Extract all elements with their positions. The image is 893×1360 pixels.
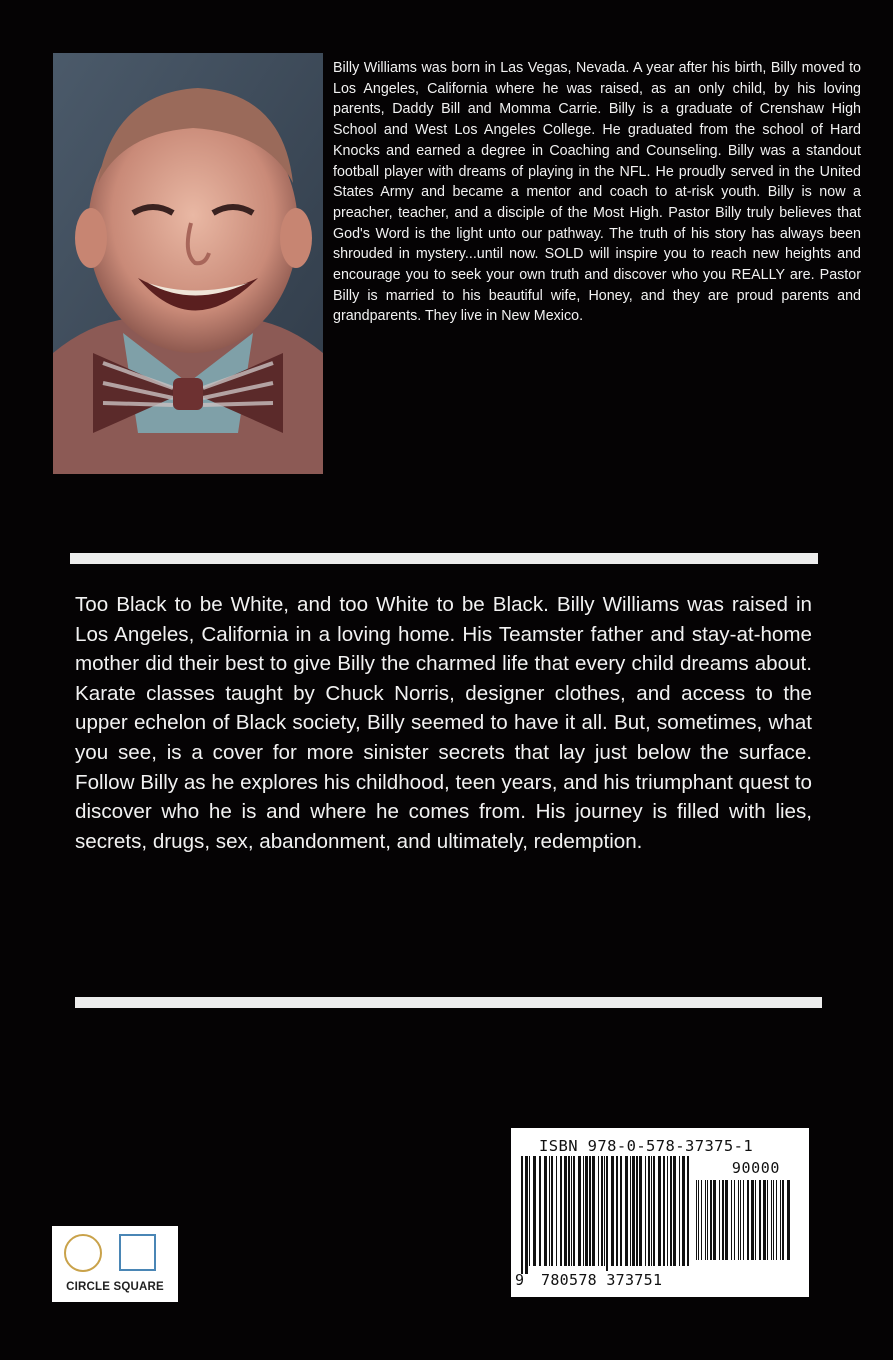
barcode-bar xyxy=(780,1180,781,1260)
barcode-bar xyxy=(651,1156,652,1266)
barcode-bar xyxy=(682,1156,685,1266)
barcode-bar xyxy=(667,1156,668,1266)
barcode-bar xyxy=(707,1180,708,1260)
divider-top xyxy=(70,553,818,564)
barcode-bar xyxy=(598,1156,599,1266)
barcode-bar xyxy=(533,1156,536,1266)
barcode-bar xyxy=(556,1156,557,1266)
barcode-bar xyxy=(601,1156,603,1266)
barcode-bar xyxy=(738,1180,739,1260)
publisher-name: CIRCLE SQUARE xyxy=(66,1281,164,1293)
barcode-bar xyxy=(767,1180,768,1260)
barcode-bar xyxy=(663,1156,665,1266)
barcode-bar xyxy=(645,1156,646,1266)
barcode-bar xyxy=(743,1180,744,1260)
barcode-bar xyxy=(571,1156,572,1266)
barcode-bar xyxy=(696,1180,697,1260)
book-blurb: Too Black to be White, and too White to be Black. Billy Williams was raised in Los Angeles, California in a loving home. His Teamster father and stay-at-home mother did their best to give Billy the charmed life that every child dreams about. Karate classes taught by Chuck Norris, designer clothes, and access to the upper echelon of Black society, Billy seemed to have it all. But, sometimes, what you see, is a cover for more sinister secrets that lay just below the surface. Follow Billy as he explores his childhood, teen years, and his triumphant quest to discover who he is and where he comes from. His journey is filled with lies, secrets, drugs, sex, abandonment, and ultimately, redemption. xyxy=(75,593,812,853)
barcode-bar xyxy=(653,1156,655,1266)
barcode-bar xyxy=(670,1156,672,1266)
barcode-bar xyxy=(701,1180,702,1260)
barcode-bar xyxy=(763,1180,766,1260)
barcode-bar xyxy=(710,1180,712,1260)
barcode-bar xyxy=(713,1180,716,1260)
barcode-bar xyxy=(679,1156,680,1266)
barcode-bar xyxy=(606,1156,608,1274)
barcode-bar xyxy=(560,1156,562,1266)
barcode-bar xyxy=(611,1156,614,1266)
barcode-bar xyxy=(525,1156,528,1274)
barcode-bar xyxy=(648,1156,650,1266)
barcode-bar xyxy=(755,1180,756,1260)
barcode-bar xyxy=(564,1156,567,1266)
barcode-bar xyxy=(673,1156,676,1266)
barcode-bar xyxy=(787,1180,790,1260)
barcode-bar xyxy=(625,1156,628,1266)
publisher-logo xyxy=(52,1226,178,1302)
square-logo-icon xyxy=(119,1234,156,1271)
barcode-bar xyxy=(722,1180,724,1260)
barcode-bar xyxy=(782,1180,784,1260)
barcode-bar xyxy=(705,1180,706,1260)
barcode-bar xyxy=(751,1180,754,1260)
barcode-bar xyxy=(630,1156,631,1266)
barcode-bar xyxy=(616,1156,618,1266)
barcode-bar xyxy=(687,1156,689,1266)
barcode-bar xyxy=(632,1156,635,1266)
barcode-bar xyxy=(539,1156,541,1266)
isbn-barcode xyxy=(511,1128,809,1297)
barcode-bar xyxy=(585,1156,588,1266)
divider-bottom xyxy=(75,997,822,1008)
isbn-label: ISBN 978-0-578-37375-1 xyxy=(539,1137,754,1155)
barcode-bar xyxy=(771,1180,772,1260)
barcode-bar xyxy=(544,1156,547,1266)
author-photo xyxy=(53,53,323,474)
barcode-bar xyxy=(529,1156,530,1266)
barcode-bar xyxy=(734,1180,735,1260)
barcode-bar xyxy=(639,1156,642,1266)
portrait-photo-icon xyxy=(53,53,323,474)
barcode-bar xyxy=(725,1180,728,1260)
barcode-bar xyxy=(573,1156,575,1266)
barcode-addon-bars xyxy=(694,1180,790,1272)
barcode-digits: 780578 373751 xyxy=(541,1271,663,1289)
barcode-bar xyxy=(551,1156,553,1266)
barcode-bar xyxy=(719,1180,720,1260)
barcode-bar xyxy=(698,1180,699,1260)
barcode-bar xyxy=(658,1156,661,1266)
barcode-bar xyxy=(759,1180,761,1260)
barcode-bar xyxy=(620,1156,622,1266)
barcode-bar xyxy=(592,1156,595,1266)
barcode-first-digit: 9 xyxy=(515,1271,525,1289)
barcode-bar xyxy=(583,1156,584,1266)
barcode-bar xyxy=(740,1180,741,1260)
barcode-bar xyxy=(747,1180,749,1260)
barcode-bar xyxy=(521,1156,523,1274)
barcode-bar xyxy=(578,1156,581,1266)
price-code: 90000 xyxy=(731,1159,780,1177)
barcode-bar xyxy=(731,1180,732,1260)
barcode-bar xyxy=(568,1156,570,1266)
barcode-bar xyxy=(773,1180,774,1260)
barcode-bar xyxy=(589,1156,591,1266)
barcode-bar xyxy=(549,1156,550,1266)
barcode-bar xyxy=(604,1156,605,1266)
author-bio: Billy Williams was born in Las Vegas, Nevada. A year after his birth, Billy moved to Los Angeles, California where he was raised, as an only child, by his loving parents, Daddy Bill and Momma Carrie. Billy is a graduate of Crenshaw High School and West Los Angeles College. He graduated from the school of Hard Knocks and earned a degree in Coaching and Counseling. Billy was a standout football player with dreams of playing in the NFL. He proudly served in the United States Army and became a mentor and coach to at-risk youth. Billy is now a preacher, teacher, and a disciple of the Most High. Pastor Billy truly believes that God's Word is the light unto our pathway. The truth of his story has always been shrouded in mystery...until now. SOLD will inspire you to reach new heights and encourage you to seek your own truth and discover who you REALLY are. Pastor Billy is married to his beautiful wife, Honey, and they are proud parents and grandparents. They live in New Mexico. xyxy=(333,60,861,325)
circle-logo-icon xyxy=(64,1234,102,1272)
barcode-bar xyxy=(636,1156,638,1266)
barcode-bar xyxy=(776,1180,777,1260)
barcode-bars xyxy=(519,1156,691,1280)
